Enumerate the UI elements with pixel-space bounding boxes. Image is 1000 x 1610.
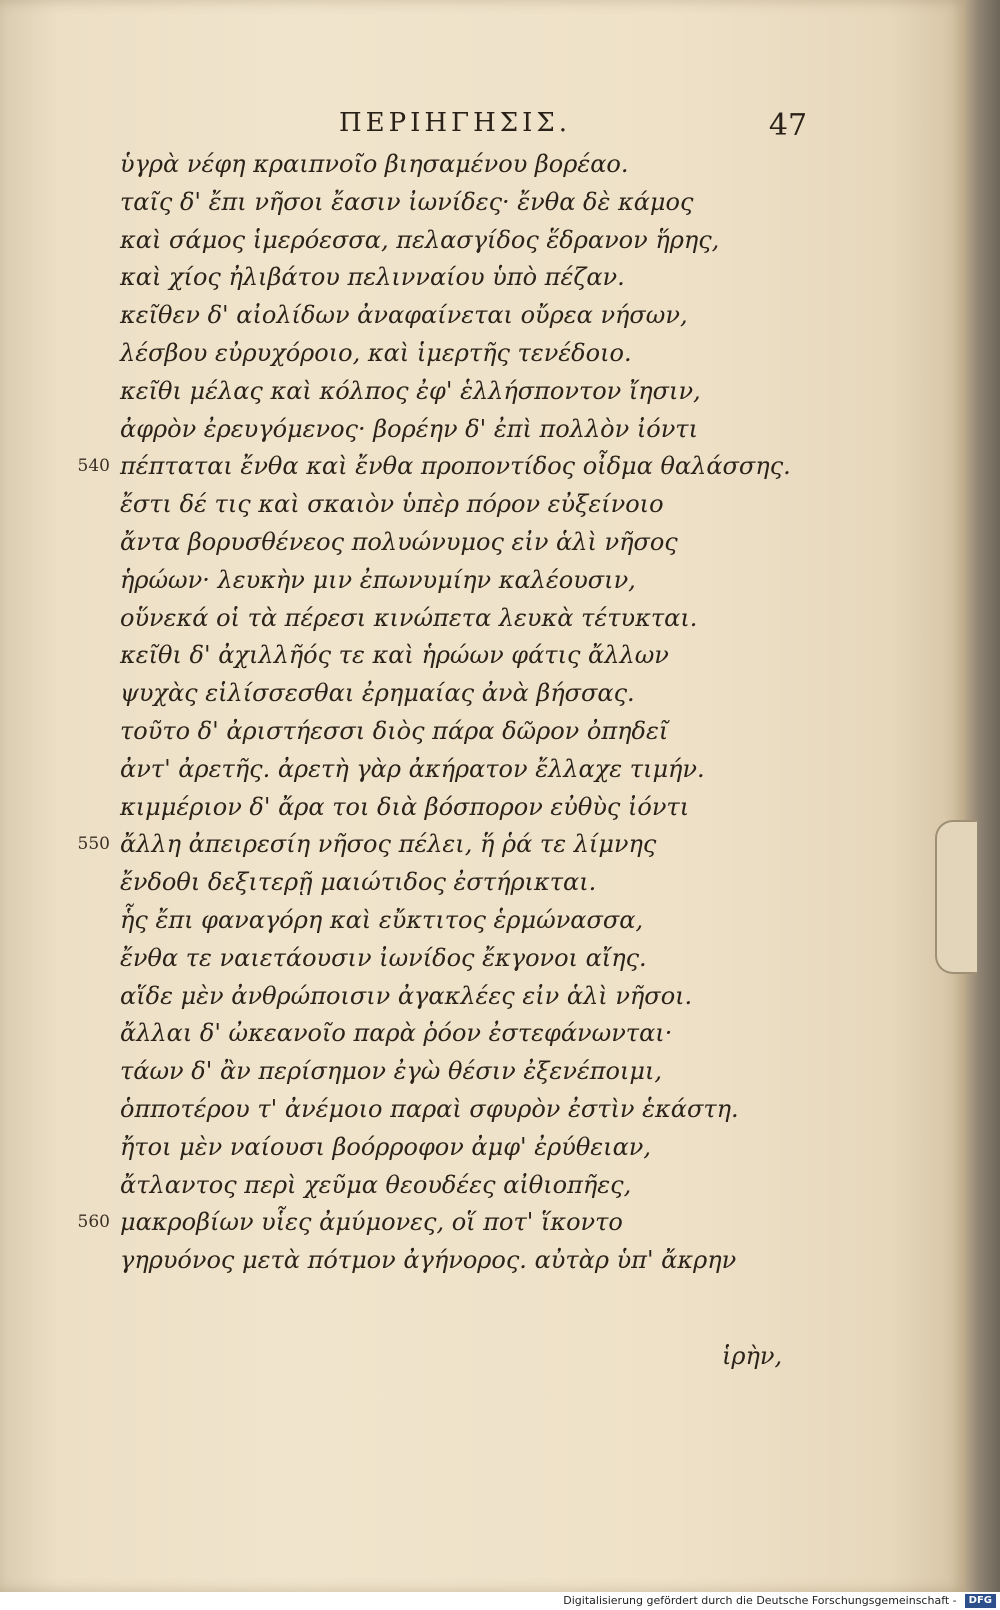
text-line: τάων δ' ἂν περίσημον ἐγὼ θέσιν ἐξενέποιμι, [120, 1057, 663, 1086]
text-line: ψυχὰς εἱλίσσεσθαι ἐρημαίας ἀνὰ βήσσας. [120, 679, 635, 708]
text-line: λέσβου εὐρυχόροιο, καὶ ἱμερτῆς τενέδοιο. [120, 338, 632, 367]
text-line: ἡρώων· λευκὴν μιν ἐπωνυμίην καλέουσιν, [120, 565, 636, 594]
text-line: αἵδε μὲν ἀνθρώποισιν ἀγακλέες εἰν ἁλὶ νῆσοι. [120, 981, 693, 1010]
text-line: καὶ χίος ἠλιβάτου πελινναίου ὑπὸ πέζαν. [120, 263, 625, 292]
footer-text: Digitalisierung gefördert durch die Deutsche Forschungsgemeinschaft - [563, 1594, 957, 1607]
text-line: κιμμέριον δ' ἄρα τοι διὰ βόσπορον εὐθὺς ἰόντι [120, 792, 690, 821]
line-number: 540 [77, 456, 110, 477]
text-line: οὕνεκά οἱ τὰ πέρεσι κινώπετα λευκὰ τέτυκται. [120, 603, 698, 632]
text-line: ἀντ' ἀρετῆς. ἀρετὴ γὰρ ἀκήρατον ἔλλαχε τιμήν. [120, 754, 705, 783]
text-line: πέπταται ἔνθα καὶ ἔνθα προποντίδος οἶδμα θαλάσσης. [120, 452, 791, 481]
text-line: ἤτοι μὲν ναίουσι βοόρροφον ἀμφ' ἐρύθειαν, [120, 1132, 651, 1161]
text-line: ἔνθα τε ναιετάουσιν ἰωνίδος ἔκγονοι αἴης. [120, 943, 647, 972]
running-head: ΠΕΡΙΗΓΗΣΙΣ. [338, 108, 572, 138]
text-line: ὑγρὰ νέφη κραιπνοῖο βιησαμένου βορέαο. [120, 150, 629, 178]
text-line: ἔστι δέ τις καὶ σκαιὸν ὑπὲρ πόρον εὐξείνοιο [120, 490, 664, 519]
text-line: ἧς ἔπι φαναγόρη καὶ εὔκτιτος ἑρμώνασσα, [120, 905, 644, 934]
text-line: κεῖθι μέλας καὶ κόλπος ἐφ' ἑλλήσποντον ἴησιν, [120, 376, 701, 405]
text-line: τοῦτο δ' ἀριστήεσσι διὸς πάρα δῶρον ὀπηδεῖ [120, 716, 669, 745]
text-line: κεῖθι δ' ἀχιλλῆός τε καὶ ἡρώων φάτις ἄλλων [120, 641, 669, 670]
text-line: ἄλλαι δ' ὠκεανοῖο παρὰ ῥόον ἐστεφάνωνται· [120, 1019, 673, 1048]
line-number: 550 [77, 834, 110, 855]
page-tab [935, 820, 977, 974]
page-edge [965, 0, 1000, 1592]
text-line: ἄλλη ἀπειρεσίη νῆσος πέλει, ἥ ῥά τε λίμνης [120, 830, 657, 859]
text-line: καὶ σάμος ἱμερόεσσα, πελασγίδος ἕδρανον ἥρης, [120, 225, 720, 254]
text-line: ἄντα βορυσθένεος πολυώνυμος εἰν ἁλὶ νῆσος [120, 527, 678, 556]
greek-text-block [120, 146, 840, 1280]
text-line: ἔνδοθι δεξιτερῇ μαιώτιδος ἐστήρικται. [120, 868, 597, 897]
text-line: ὁπποτέρου τ' ἀνέμοιο παραὶ σφυρὸν ἐστὶν ἑκάστη. [120, 1094, 739, 1123]
text-line: ἄτλαντος περὶ χεῦμα θεουδέες αἰθιοπῆες, [120, 1170, 632, 1199]
text-line: γηρυόνος μετὰ πότμον ἀγήνορος. αὐτὰρ ὑπ' ἄκρην [120, 1246, 737, 1275]
digitization-footer [0, 1592, 1000, 1610]
text-line: κεῖθεν δ' αἰολίδων ἀναφαίνεται οὔρεα νήσων, [120, 301, 688, 330]
text-line: ἀφρὸν ἐρευγόμενος· βορέην δ' ἐπὶ πολλὸν ἰόντι [120, 414, 698, 443]
line-number: 560 [77, 1212, 110, 1233]
catchword: ἱρὴν, [722, 1342, 783, 1370]
page-number: 47 [768, 108, 808, 143]
dfg-logo: DFG [965, 1594, 996, 1608]
text-line: ταῖς δ' ἔπι νῆσοι ἔασιν ἰωνίδες· ἔνθα δὲ κάμος [120, 187, 694, 216]
text-line: μακροβίων υἷες ἀμύμονες, οἵ ποτ' ἵκοντο [120, 1208, 623, 1237]
